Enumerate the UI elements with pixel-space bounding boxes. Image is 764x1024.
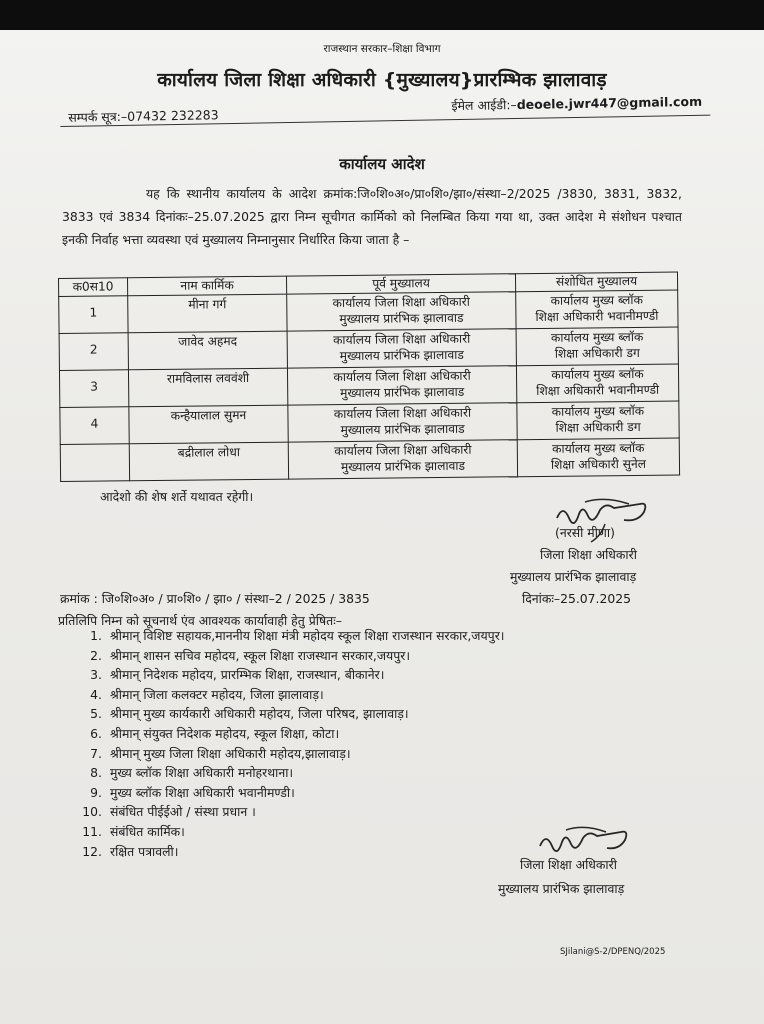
list-item bbox=[72, 822, 505, 842]
phone-number: 07432 232283 bbox=[127, 107, 219, 124]
cell-previous-hq bbox=[288, 403, 517, 442]
order-title: कार्यालय आदेश bbox=[339, 155, 425, 173]
remaining-terms: आदेशो की शेष शर्ते यथावत रहेगी। bbox=[100, 489, 254, 504]
order-paragraph: यह कि स्थानीय कार्यालय के आदेश क्रमांक:जि०शि०अ०/प्रा०शि०/झा०/संस्था–2/2025 /3830, 3831, 3832, 3833 एवं 3834 दिनांकः–25.07.2025 द्वारा निम्न सूचीगत कार्मिको को निलम्बित किया गया था, उक्त आदेश मे संशोधन पश्चात इनकी निर्वाह भत्ता व्यवस्था एवं मुख्यालय निम्नानुसार निर्धारित किया जाता है – bbox=[62, 186, 682, 248]
table-row bbox=[60, 401, 679, 444]
photo-top-border bbox=[0, 0, 764, 30]
prev-line-1: कार्यालय जिला शिक्षा अधिकारी bbox=[334, 442, 472, 459]
rev-line-2: शिक्षा अधिकारी भवानीमण्डी bbox=[536, 382, 660, 398]
list-number: 10. bbox=[82, 804, 102, 820]
list-number: 4. bbox=[90, 686, 102, 702]
email-label: ईमेल आईडी:– bbox=[451, 97, 517, 114]
list-item bbox=[72, 724, 505, 744]
email-address: deoele.jwr447@gmail.com bbox=[516, 93, 703, 113]
prev-line-2: मुख्यालय प्रारंभिक झालावाड bbox=[340, 384, 465, 401]
list-text: संबंधित कार्मिक। bbox=[110, 823, 185, 839]
cell-revised-hq bbox=[517, 438, 679, 477]
prev-line-2: मुख्यालय प्रारंभिक झालावाड bbox=[340, 421, 465, 438]
list-number: 5. bbox=[90, 706, 102, 722]
list-number: 6. bbox=[90, 725, 102, 741]
list-number: 9. bbox=[90, 784, 102, 800]
footer-code: SJilani@S-2/DPENQ/2025 bbox=[560, 947, 666, 957]
rev-line-1: कार्यालय मुख्य ब्लॉक bbox=[550, 329, 644, 345]
list-number: 8. bbox=[90, 765, 102, 781]
cell-name: कन्हैयालाल सुमन bbox=[129, 405, 288, 444]
cell-previous-hq bbox=[288, 440, 517, 479]
prev-line-1: कार्यालय जिला शिक्षा अधिकारी bbox=[333, 405, 472, 422]
list-text: श्रीमान् संयुक्त निदेशक महोदय, स्कूल शिक्षा, कोटा। bbox=[110, 725, 340, 741]
list-number: 1. bbox=[90, 628, 102, 643]
rev-line-2: शिक्षा अधिकारी सुनेल bbox=[550, 456, 647, 472]
rev-line-1: कार्यालय मुख्य ब्लॉक bbox=[552, 440, 645, 456]
rev-line-1: कार्यालय मुख्य ब्लॉक bbox=[550, 292, 643, 308]
list-item bbox=[72, 646, 505, 666]
cell-previous-hq bbox=[287, 292, 516, 331]
contact-row bbox=[60, 93, 710, 127]
prev-line-2: मुख्यालय प्रारंभिक झालावाड bbox=[340, 458, 466, 475]
list-text: श्रीमान् मुख्य जिला शिक्षा अधिकारी महोदय,झालावाड़। bbox=[110, 745, 351, 761]
cell-sn bbox=[59, 370, 128, 408]
office-heading: कार्यालय जिला शिक्षा अधिकारी {मुख्यालय}प्रारम्भिक झालावाड़ bbox=[157, 69, 607, 91]
document-page bbox=[0, 30, 764, 1024]
header-sn: क0स10 bbox=[59, 278, 128, 297]
table-row bbox=[60, 438, 679, 481]
cell-sn bbox=[59, 296, 128, 334]
cell-sn bbox=[60, 444, 129, 482]
list-number: 11. bbox=[82, 823, 102, 839]
list-item bbox=[72, 802, 505, 822]
cell-name: बद्रीलाल लोधा bbox=[129, 442, 288, 481]
rev-line-1: कार्यालय मुख्य ब्लॉक bbox=[551, 366, 644, 382]
signatory-1-office: मुख्यालय प्रारंभिक झालावाड़ bbox=[510, 569, 637, 584]
prev-line-2: मुख्यालय प्रारंभिक झालावाड bbox=[339, 347, 464, 364]
list-item bbox=[72, 783, 505, 803]
signatory-2-designation: जिला शिक्षा अधिकारी bbox=[520, 857, 617, 872]
rev-line-1: कार्यालय मुख्य ब्लॉक bbox=[551, 403, 645, 419]
cell-revised-hq bbox=[517, 401, 679, 440]
prev-line-1: कार्यालय जिला शिक्षा अधिकारी bbox=[332, 294, 470, 311]
rev-line-2: शिक्षा अधिकारी भवानीमण्डी bbox=[535, 308, 659, 325]
list-item bbox=[72, 685, 505, 705]
copy-list bbox=[72, 626, 505, 861]
list-text: श्रीमान् शासन सचिव महोदय, स्कूल शिक्षा राजस्थान सरकार,जयपुर। bbox=[110, 647, 411, 663]
list-number: 2. bbox=[90, 647, 102, 663]
list-text: रक्षित पत्रावली। bbox=[110, 843, 179, 859]
list-text: श्रीमान् मुख्य कार्यकारी अधिकारी महोदय, जिला परिषद, झालावाड़। bbox=[110, 706, 409, 722]
signatory-1-name: (नरसी मीणा) bbox=[555, 525, 615, 540]
sn-value: 3 bbox=[90, 379, 99, 394]
list-number: 7. bbox=[90, 745, 102, 761]
rev-line-2: शिक्षा अधिकारी डग bbox=[555, 419, 641, 435]
cell-previous-hq bbox=[287, 329, 516, 368]
header-previous-hq: पूर्व मुख्यालय bbox=[286, 274, 515, 294]
list-text: मुख्य ब्लॉक शिक्षा अधिकारी भवानीमण्डी। bbox=[110, 784, 295, 800]
copy-intro: प्रतिलिपि निम्न को सूचनार्थ एंव आवश्यक कार्यावाही हेतु प्रेषितः– bbox=[58, 613, 342, 628]
list-number: 12. bbox=[82, 843, 102, 859]
cell-revised-hq bbox=[516, 364, 678, 403]
list-text: मुख्य ब्लॉक शिक्षा अधिकारी मनोहरथाना। bbox=[110, 765, 294, 781]
prev-line-1: कार्यालय जिला शिक्षा अधिकारी bbox=[333, 368, 471, 385]
phone-line bbox=[68, 106, 219, 126]
list-item bbox=[72, 842, 505, 862]
list-text: श्रीमान् निदेशक महोदय, प्रारम्भिक शिक्षा, राजस्थान, बीकानेर। bbox=[110, 667, 385, 683]
email-line bbox=[451, 93, 702, 114]
cell-revised-hq bbox=[516, 290, 678, 329]
cell-revised-hq bbox=[516, 327, 678, 366]
list-item bbox=[72, 763, 505, 783]
cell-name: जावेद अहमद bbox=[128, 331, 287, 370]
prev-line-2: मुख्यालय प्रारंभिक झालावाड bbox=[339, 310, 464, 327]
header-name: नाम कार्मिक bbox=[128, 276, 287, 296]
cell-sn bbox=[59, 333, 128, 371]
department-line: राजस्थान सरकार–शिक्षा विभाग bbox=[323, 43, 441, 55]
list-text: श्रीमान् विशिष्ट सहायक,माननीय शिक्षा मंत्री महोदय स्कूल शिक्षा राजस्थान सरकार,जयपुर। bbox=[110, 628, 505, 643]
signatory-1-designation: जिला शिक्षा अधिकारी bbox=[540, 547, 637, 562]
list-number: 3. bbox=[90, 667, 102, 683]
list-text: श्रीमान् जिला कलक्टर महोदय, जिला झालावाड़। bbox=[110, 686, 324, 702]
table-row bbox=[59, 290, 678, 333]
prev-line-1: कार्यालय जिला शिक्षा अधिकारी bbox=[332, 331, 471, 348]
sn-value: 4 bbox=[90, 416, 99, 431]
table-row bbox=[59, 327, 678, 370]
phone-label: सम्पर्क सूत्र:– bbox=[68, 108, 128, 125]
cell-sn bbox=[60, 407, 129, 445]
rev-line-2: शिक्षा अधिकारी डग bbox=[554, 345, 640, 361]
table-row bbox=[59, 364, 678, 407]
reference-number: क्रमांक : जि०शि०अ० / प्रा०शि० / झा० / संस्था–2 / 2025 / 3835 bbox=[60, 591, 370, 606]
sn-value: 1 bbox=[89, 305, 98, 320]
suspension-table bbox=[58, 272, 680, 482]
cell-name: मीना गर्ग bbox=[128, 294, 287, 333]
list-item bbox=[72, 744, 505, 764]
list-item bbox=[72, 626, 505, 646]
list-item bbox=[72, 704, 505, 724]
header-revised-hq: संशोधित मुख्यालय bbox=[515, 272, 677, 292]
list-item bbox=[72, 665, 505, 685]
sn-value: 2 bbox=[89, 342, 98, 357]
order-date: दिनांकः–25.07.2025 bbox=[522, 591, 632, 606]
cell-previous-hq bbox=[287, 366, 516, 405]
signatory-2-office: मुख्यालय प्रारंभिक झालावाड़ bbox=[498, 881, 625, 896]
list-text: संबंधित पीईईओ / संस्था प्रधान । bbox=[110, 804, 256, 820]
cell-name: रामविलास लववंशी bbox=[128, 368, 287, 407]
